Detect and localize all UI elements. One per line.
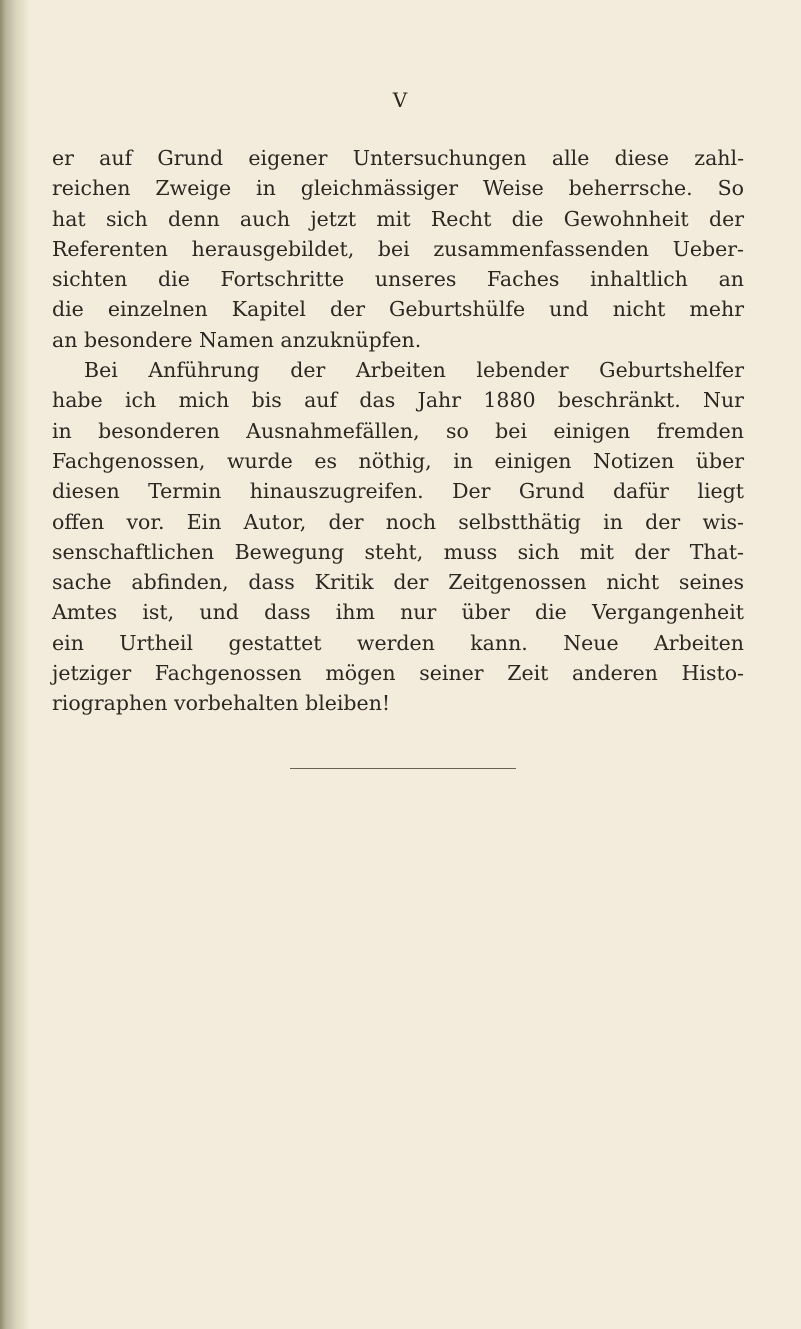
text-line: ein Urtheil gestattet werden kann. Neue Arbeiten [52, 630, 744, 655]
text-line: Amtes ist, und dass ihm nur über die Vergangenheit [52, 600, 744, 625]
text-line: die einzelnen Kapitel der Geburtshülfe und nicht mehr [52, 297, 744, 322]
text-line: sache abfinden, dass Kritik der Zeitgenossen nicht seines [52, 570, 744, 595]
text-line: sichten die Fortschritte unseres Faches inhaltlich an [52, 267, 744, 292]
text-line: riographen vorbehalten bleiben! [52, 691, 391, 716]
text-line: Fachgenossen, wurde es nöthig, in einigen Notizen über [52, 448, 744, 473]
text-line: diesen Termin hinauszugreifen. Der Grund dafür liegt [52, 479, 744, 504]
page-number: V [392, 88, 409, 112]
text-line: habe ich mich bis auf das Jahr 1880 beschränkt. Nur [52, 388, 744, 413]
text-line: Referenten herausgebildet, bei zusammenfassenden Ueber- [52, 236, 744, 261]
text-line: er auf Grund eigener Untersuchungen alle diese zahl- [52, 146, 744, 170]
text-line: an besondere Namen anzuknüpfen. [52, 327, 422, 352]
text-line: reichen Zweige in gleichmässiger Weise beherrsche. So [52, 176, 744, 201]
text-line: Bei Anführung der Arbeiten lebender Geburtshelfer [84, 358, 744, 383]
text-line: jetziger Fachgenossen mögen seiner Zeit anderen Histo- [52, 661, 744, 686]
section-divider [290, 768, 516, 769]
text-line: in besonderen Ausnahmefällen, so bei einigen fremden [52, 418, 744, 443]
body-text [52, 143, 744, 719]
text-line: hat sich denn auch jetzt mit Recht die Gewohnheit der [52, 206, 744, 231]
page-binding-edge [0, 0, 28, 1329]
text-line: senschaftlichen Bewegung steht, muss sich mit der That- [52, 539, 744, 564]
text-line: offen vor. Ein Autor, der noch selbstthätig in der wis- [52, 509, 744, 534]
